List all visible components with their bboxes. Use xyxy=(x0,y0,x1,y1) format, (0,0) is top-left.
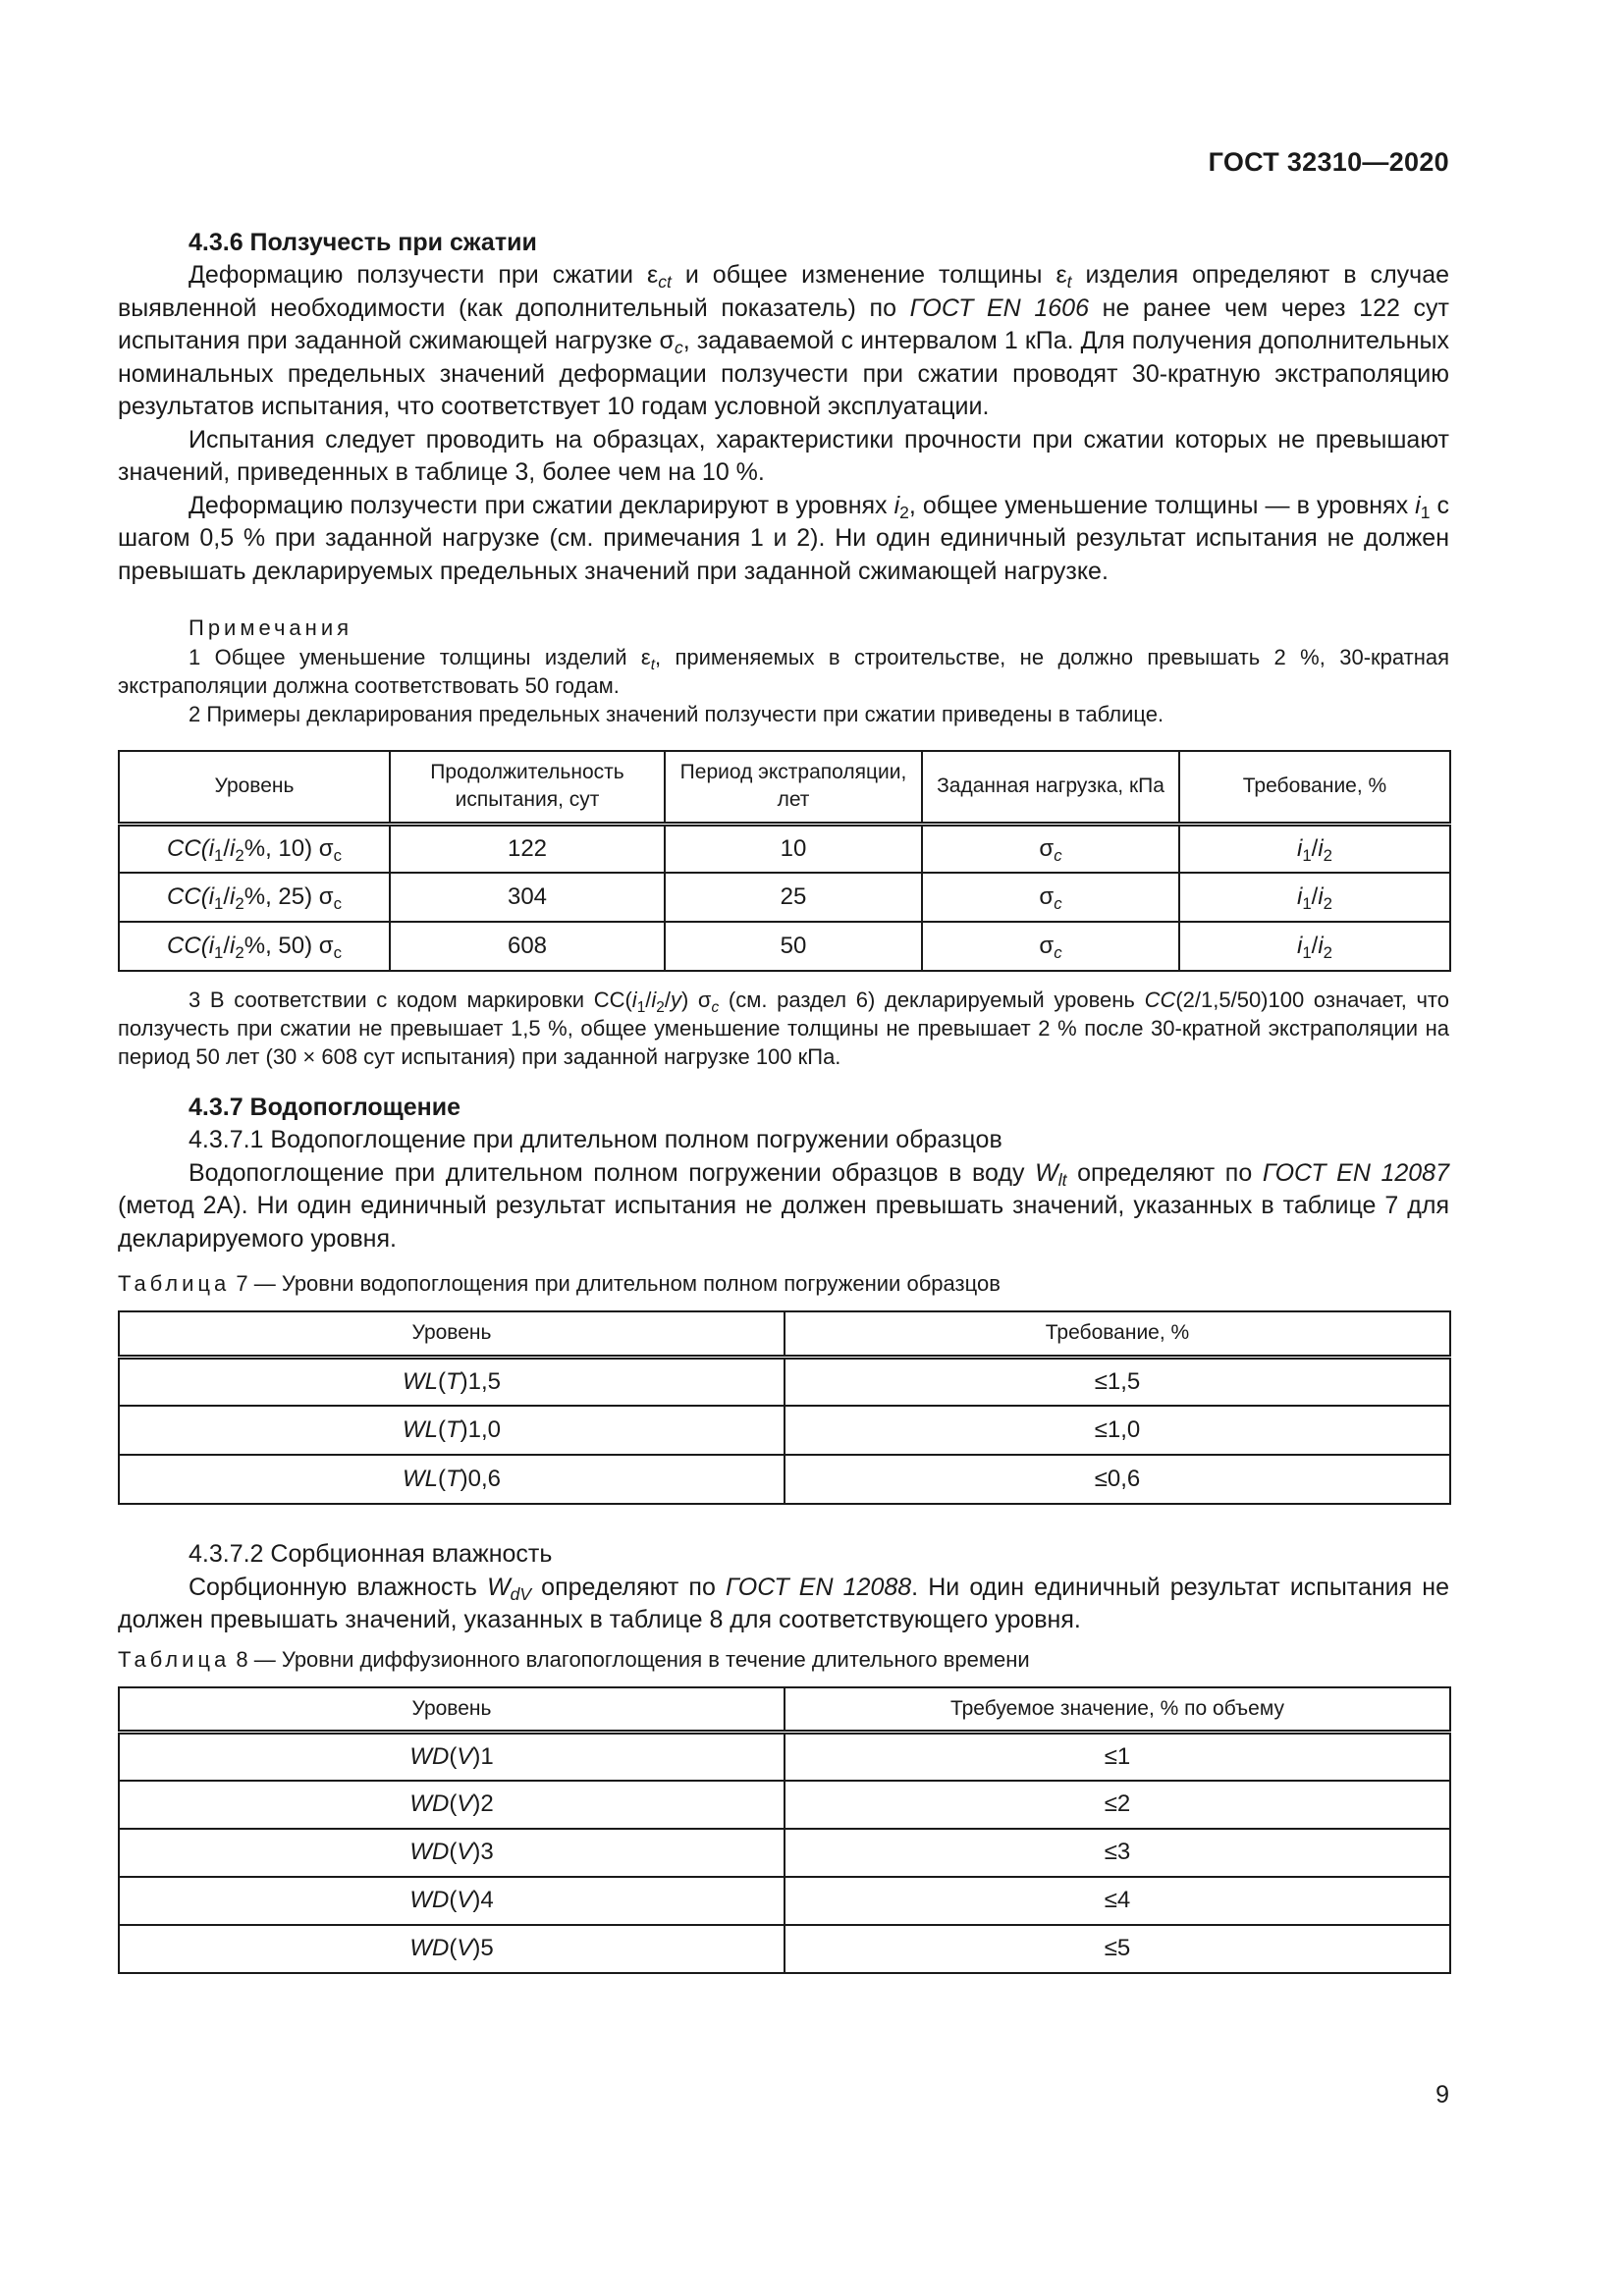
paragraph-immersion: Водопоглощение при длительном полном погружении образцов в воду $W_{lt}$ определяют по ГОСТ EN 12087 (метод 2А). Ни один единичный результат испытания не должен превышать значений, указанных в таблице 7 для декларируемого уровня. xyxy=(118,1158,1449,1253)
cell-level: $CC(i_1/i_2\%$, 50) $\sigma_c$ xyxy=(119,922,390,971)
cell-level: $CC(i_1/i_2\%$, 25) $\sigma_c$ xyxy=(119,873,390,922)
table-row xyxy=(119,1925,1450,1973)
notes-title: Примечания xyxy=(189,615,353,640)
col-header-level: Уровень xyxy=(119,751,390,824)
table7-caption: Таблица 7 — Уровни водопоглощения при длительном полном погружении образцов xyxy=(118,1271,1001,1296)
page-content xyxy=(118,226,1449,1974)
cell-level: WD(V)4 xyxy=(119,1877,785,1925)
table-row xyxy=(119,922,1450,971)
table-row xyxy=(119,1733,1450,1781)
table-row xyxy=(119,1781,1450,1829)
cell-load: $\sigma_c$ xyxy=(922,873,1179,922)
paragraph-creep-samples: Испытания следует проводить на образцах, характеристики прочности при сжатии которых не превышают значений, приведенных в таблице 3, более чем на 10 %. xyxy=(118,425,1449,486)
table-row xyxy=(119,1455,1450,1504)
table-row xyxy=(119,1877,1450,1925)
col-header-duration: Продолжительность испытания, сут xyxy=(390,751,665,824)
cell-level: WL(T)1,0 xyxy=(119,1406,785,1455)
table-row xyxy=(119,824,1450,873)
cell-level: WL(T)0,6 xyxy=(119,1455,785,1504)
col-header-requirement: Требование, % xyxy=(785,1311,1450,1357)
note-3: 3 В соответствии с кодом маркировки $CC(i_1/i_2/y)$ $\sigma_c$ (см. раздел 6) декларируемый уровень CC(2/1,5/50)100 означает, что ползучесть при сжатии не превышает 1,5 %, общее уменьшение толщины не превышает 2 % после 30-кратной экстраполяции на период 50 лет (30 × 608 сут испытания) при заданной нагрузке 100 кПа. xyxy=(118,988,1449,1069)
cell-duration: 122 xyxy=(390,824,665,873)
table-row xyxy=(119,1406,1450,1455)
cell-period: 10 xyxy=(665,824,922,873)
cell-duration: 304 xyxy=(390,873,665,922)
paragraph-creep-definition: Деформацию ползучести при сжатии $\varepsilon_{ct}$ и общее изменение толщины $\varepsilon_t$ изделия определяют в случае выявленной необходимости (как дополнительный показатель) по ГОСТ EN 1606 не ранее чем через 122 сут испытания при заданной сжимающей нагрузке $\sigma_c$, задаваемой с интервалом 1 кПа. Для получения дополнительных номинальных предельных значений деформации ползучести при сжатии проводят 30-кратную экстраполяцию результатов испытания, что соответствует 10 годам условной эксплуатации. xyxy=(118,261,1450,420)
cell-requirement: $i_1/i_2$ xyxy=(1179,873,1450,922)
creep-example-table xyxy=(118,750,1451,972)
paragraph-sorption: Сорбционную влажность $W_{dV}$ определяют по ГОСТ EN 12088. Ни один единичный результат испытания не должен превышать значений, указанных в таблице 8 для соответствующего уровня. xyxy=(118,1573,1449,1633)
cell-required-value: ≤2 xyxy=(785,1781,1450,1829)
cell-level: WD(V)3 xyxy=(119,1829,785,1877)
cell-level: WD(V)1 xyxy=(119,1733,785,1781)
col-header-level: Уровень xyxy=(119,1311,785,1357)
cell-required-value: ≤5 xyxy=(785,1925,1450,1973)
col-header-requirement: Требование, % xyxy=(1179,751,1450,824)
note-1: 1 Общее уменьшение толщины изделий $\varepsilon_t$, применяемых в строительстве, не должно превышать 2 %, 30-кратная экстраполяции должна соответствовать 50 годам. xyxy=(118,645,1450,698)
document-code: ГОСТ 32310—2020 xyxy=(1208,147,1449,177)
cell-load: $\sigma_c$ xyxy=(922,824,1179,873)
table-row xyxy=(119,873,1450,922)
cell-requirement: ≤0,6 xyxy=(785,1455,1450,1504)
cell-requirement: ≤1,5 xyxy=(785,1357,1450,1406)
cell-period: 50 xyxy=(665,922,922,971)
section-heading-water-absorption: 4.3.7 Водопоглощение xyxy=(189,1094,461,1121)
table8-caption: Таблица 8 — Уровни диффузионного влагопоглощения в течение длительного времени xyxy=(118,1646,1030,1672)
cell-period: 25 xyxy=(665,873,922,922)
col-header-load: Заданная нагрузка, кПа xyxy=(922,751,1179,824)
section-heading-creep: 4.3.6 Ползучесть при сжатии xyxy=(189,229,537,256)
cell-requirement: ≤1,0 xyxy=(785,1406,1450,1455)
cell-level: WD(V)5 xyxy=(119,1925,785,1973)
table-7 xyxy=(118,1310,1451,1505)
cell-level: $CC(i_1/i_2\%$, 10) $\sigma_c$ xyxy=(119,824,390,873)
table-row xyxy=(119,1829,1450,1877)
cell-requirement: $i_1/i_2$ xyxy=(1179,922,1450,971)
cell-level: WD(V)2 xyxy=(119,1781,785,1829)
col-header-required-value: Требуемое значение, % по объему xyxy=(785,1687,1450,1733)
cell-requirement: $i_1/i_2$ xyxy=(1179,824,1450,873)
cell-duration: 608 xyxy=(390,922,665,971)
col-header-level: Уровень xyxy=(119,1687,785,1733)
table-row xyxy=(119,1357,1450,1406)
note-2: 2 Примеры декларирования предельных значений ползучести при сжатии приведены в таблице. xyxy=(189,702,1164,726)
cell-required-value: ≤3 xyxy=(785,1829,1450,1877)
cell-required-value: ≤1 xyxy=(785,1733,1450,1781)
subsection-heading-immersion: 4.3.7.1 Водопоглощение при длительном полном погружении образцов xyxy=(189,1126,1002,1153)
col-header-period: Период экстраполяции, лет xyxy=(665,751,922,824)
subsection-heading-sorption: 4.3.7.2 Сорбционная влажность xyxy=(189,1540,553,1568)
cell-level: WL(T)1,5 xyxy=(119,1357,785,1406)
table-8 xyxy=(118,1686,1451,1974)
paragraph-creep-declare: Деформацию ползучести при сжатии декларируют в уровнях $i_2$, общее уменьшение толщины — в уровнях $i_1$ с шагом 0,5 % при заданной нагрузке (см. примечания 1 и 2). Ни один единичный результат испытания не должен превышать декларируемых предельных значений при заданной сжимающей нагрузке. xyxy=(118,491,1450,585)
page-number: 9 xyxy=(1435,2081,1449,2109)
cell-load: $\sigma_c$ xyxy=(922,922,1179,971)
cell-required-value: ≤4 xyxy=(785,1877,1450,1925)
